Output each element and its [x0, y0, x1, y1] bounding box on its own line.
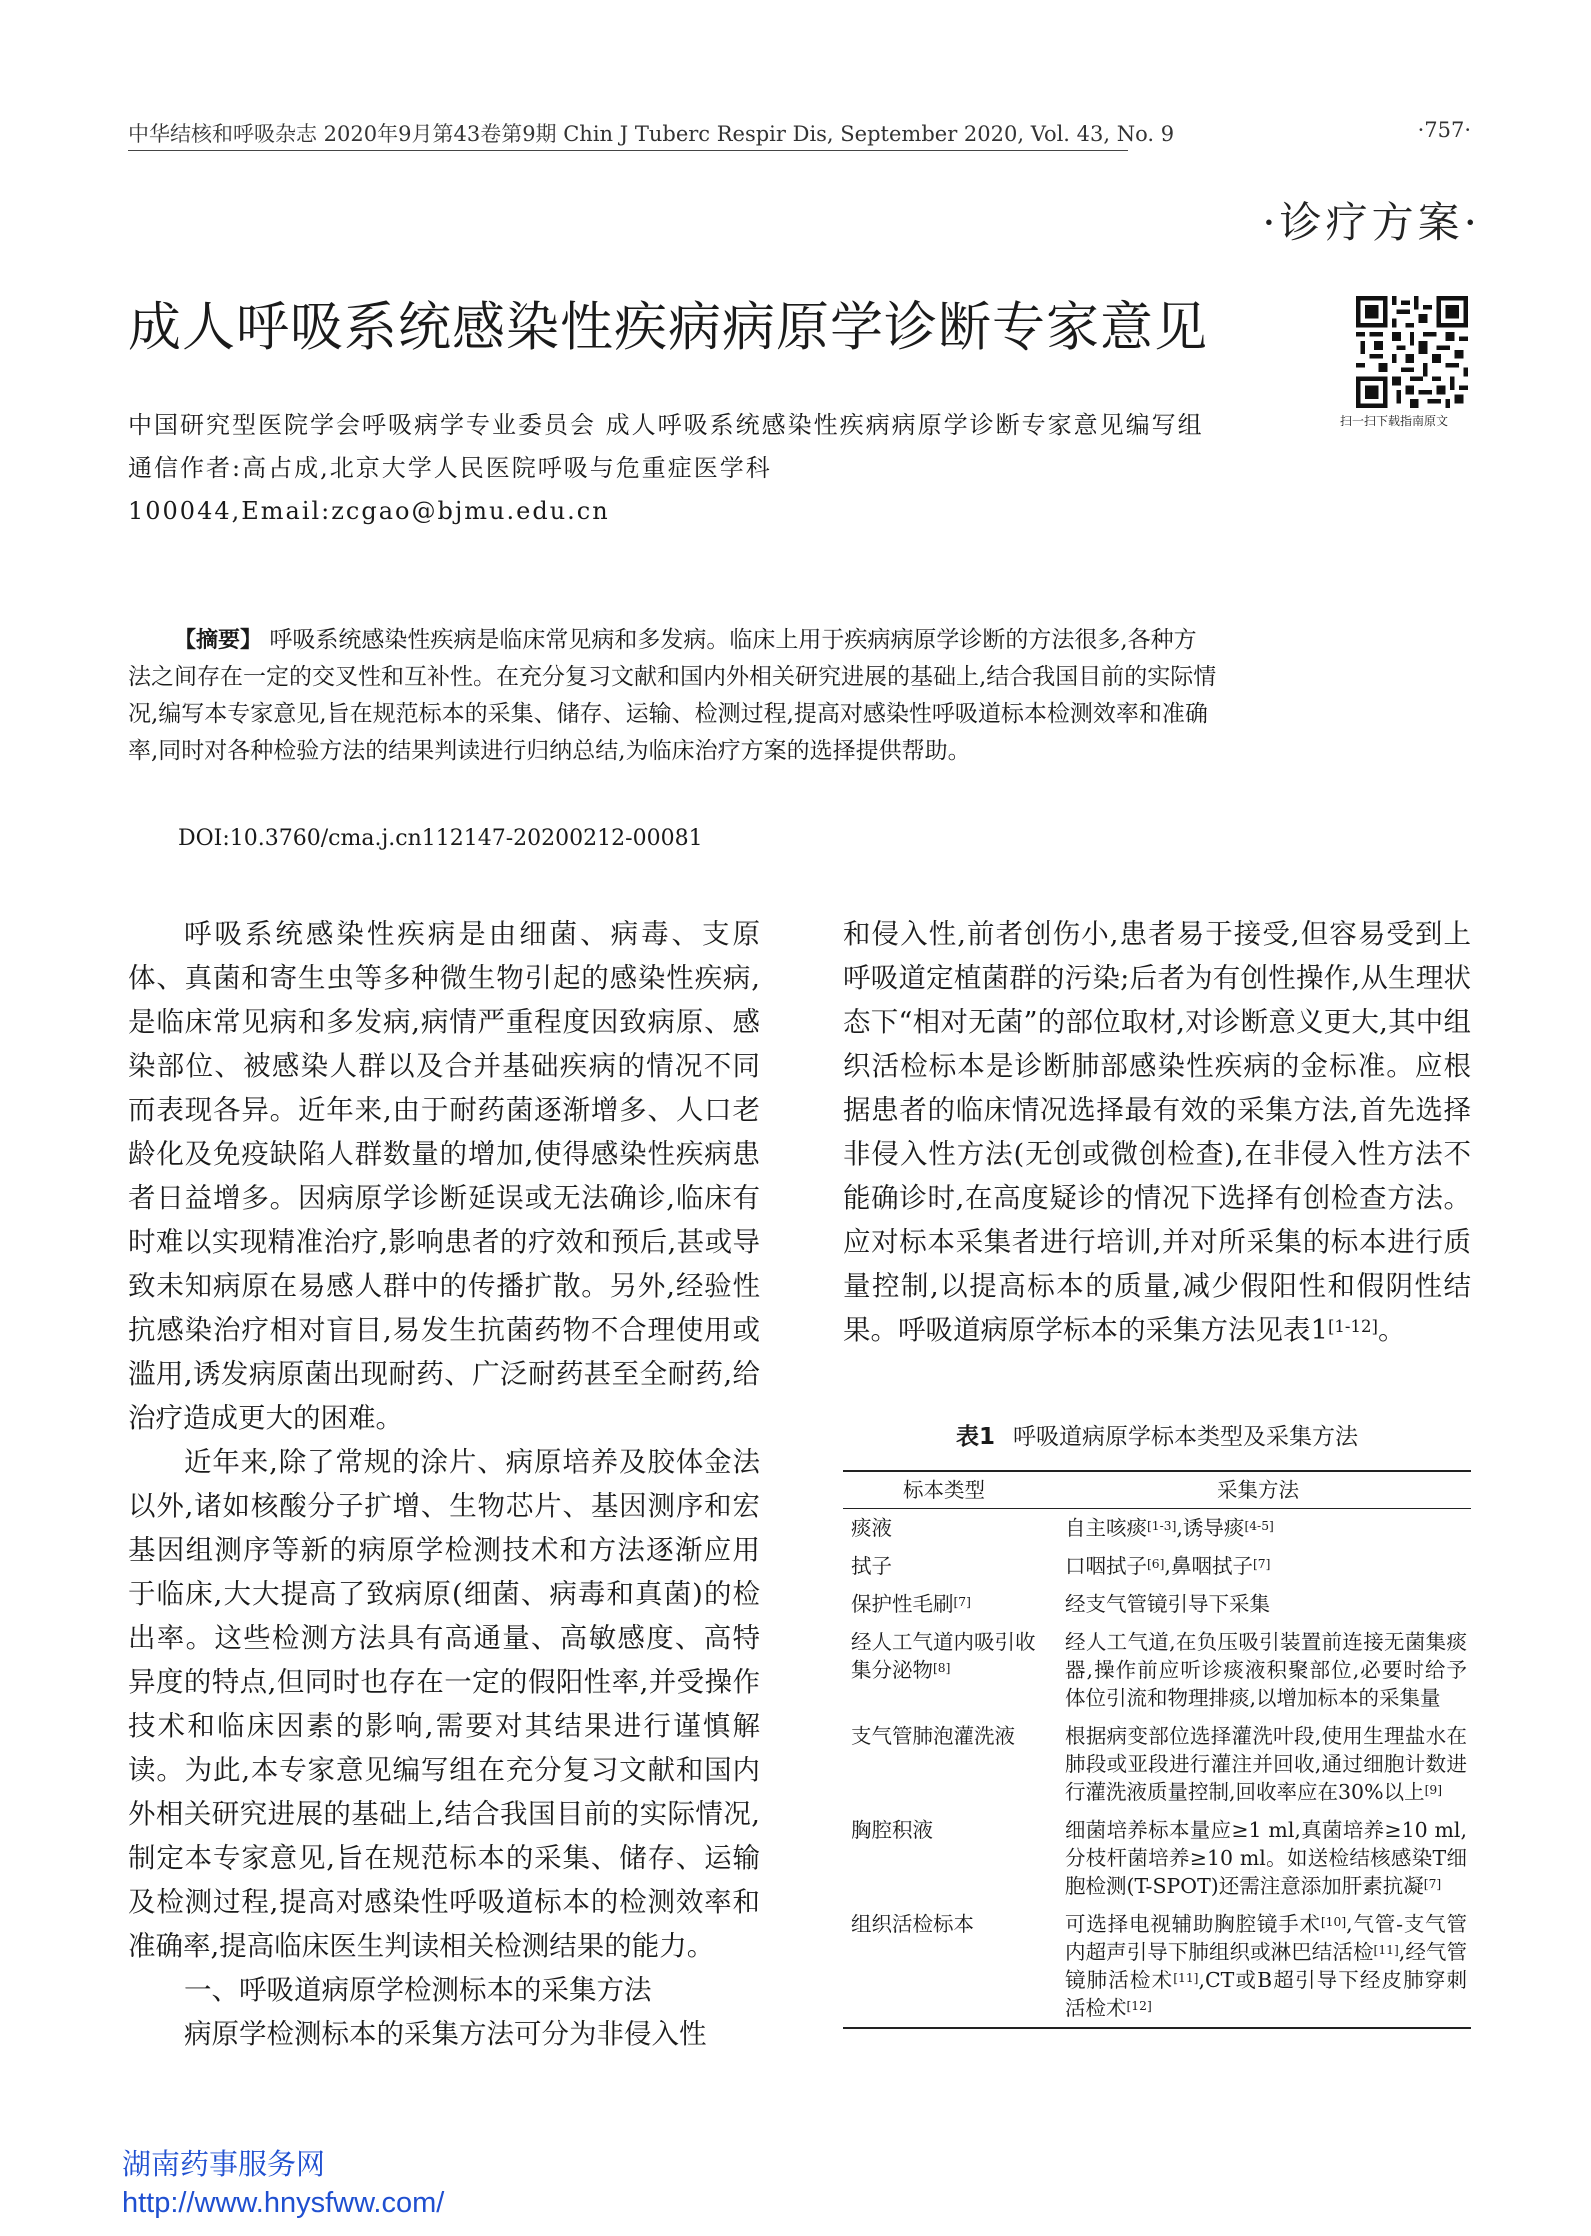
body-paragraph: 和侵入性,前者创伤小,患者易于接受,但容易受到上呼吸道定植菌群的污染;后者为有创性操作,从生理状态下“相对无菌”的部位取材,对诊断意义更大,其中组织活检标本是诊断肺部感染性疾病的金标准。应根据患者的临床情况选择最有效的采集方法,首先选择非侵入性方法(无创或微创检查),在非侵入性方法不能确诊时,在高度疑诊的情况下选择有创检查方法。应对标本采集者进行培训,并对所采集的标本进行质量控制,以提高标本的质量,减少假阳性和假阴性结果。呼吸道病原学标本的采集方法见表1[1-12]。: [843, 918, 1471, 1346]
table-row: 支气管肺泡灌洗液 根据病变部位选择灌洗叶段,使用生理盐水在肺段或亚段进行灌注并回收,通过细胞计数进行灌洗液质量控制,回收率应在30%以上[9]: [851, 1724, 1467, 1804]
page-number: ·757·: [1417, 118, 1471, 142]
doi[interactable]: DOI:10.3760/cma.j.cn112147-20200212-00081: [178, 826, 703, 851]
abstract: [128, 622, 1218, 770]
citation[interactable]: [11]: [1373, 1942, 1399, 1957]
abstract-text: 呼吸系统感染性疾病是临床常见病和多发病。临床上用于疾病病原学诊断的方法很多,各种方法之间存在一定的交叉性和互补性。在充分复习文献和国内外相关研究进展的基础上,结合我国目前的实际情况,编写本专家意见,旨在规范标本的采集、储存、运输、检测过程,提高对感染性呼吸道标本检测效率和准确率,同时对各种检验方法的结果判读进行归纳总结,为临床治疗方案的选择提供帮助。: [128, 627, 1217, 764]
citation[interactable]: [1-12]: [1328, 1316, 1378, 1336]
citation[interactable]: [4-5]: [1244, 1518, 1274, 1533]
section-heading: 一、呼吸道病原学检测标本的采集方法: [184, 1974, 652, 2006]
author-group: 中国研究型医院学会呼吸病学专业委员会 成人呼吸系统感染性疾病病原学诊断专家意见编写组: [128, 411, 1204, 439]
header-rule: [128, 150, 1128, 151]
journal-header: 中华结核和呼吸杂志 2020年9月第43卷第9期 Chin J Tuberc Respir Dis, September 2020, Vol. 43, No. 9: [128, 122, 1175, 146]
table-row: 经人工气道内吸引收集分泌物[8] 经人工气道,在负压吸引装置前连接无菌集痰器,操作前应听诊痰液积聚部位,必要时给予体位引流和物理排痰,以增加标本的采集量: [851, 1630, 1467, 1710]
body-paragraph: 病原学检测标本的采集方法可分为非侵入性: [184, 2018, 707, 2050]
citation[interactable]: [7]: [1252, 1556, 1271, 1571]
citation[interactable]: [12]: [1126, 1998, 1152, 2013]
table-label: 表1: [955, 1424, 995, 1450]
body-right-column: [843, 912, 1471, 1352]
site-watermark[interactable]: [122, 2146, 444, 2222]
table-row: 组织活检标本 可选择电视辅助胸腔镜手术[10],气管-支气管内超声引导下肺组织或淋巴结活检[11],经气管镜肺活检术[11],CT或B超引导下经皮肺穿刺活检术[12]: [843, 1905, 1471, 2028]
citation[interactable]: [1-3]: [1147, 1518, 1177, 1533]
citation[interactable]: [7]: [953, 1594, 971, 1609]
citation[interactable]: [6]: [1147, 1556, 1165, 1571]
body-paragraph: 近年来,除了常规的涂片、病原培养及胶体金法以外,诸如核酸分子扩增、生物芯片、基因测序和宏基因组测序等新的病原学检测技术和方法逐渐应用于临床,大大提高了致病原(细菌、病毒和真菌)的检出率。这些检测方法具有高通量、高敏感度、高特异度的特点,但同时也存在一定的假阳性率,并受操作技术和临床因素的影响,需要对其结果进行谨慎解读。为此,本专家意见编写组在充分复习文献和国内外相关研究进展的基础上,结合我国目前的实际情况,制定本专家意见,旨在规范标本的采集、储存、运输及检测过程,提高对感染性呼吸道标本的检测效率和准确率,提高临床医生判读相关检测结果的能力。: [128, 1446, 760, 1962]
citation[interactable]: [8]: [933, 1660, 951, 1675]
correspondence: 通信作者:高占成,北京大学人民医院呼吸与危重症医学科 100044,Email:zcgao@bjmu.edu.cn: [128, 454, 772, 525]
qr-code-icon[interactable]: [1356, 296, 1468, 408]
table-row: 拭子 口咽拭子[6],鼻咽拭子[7]: [851, 1554, 1271, 1578]
citation[interactable]: [9]: [1424, 1782, 1443, 1797]
table-row: 胸腔积液 细菌培养标本量应≥1 ml,真菌培养≥10 ml,分枝杆菌培养≥10 ml。如送检结核感染T细胞检测(T-SPOT)还需注意添加肝素抗凝[7]: [851, 1818, 1467, 1898]
table-title: 表1 呼吸道病原学标本类型及采集方法: [955, 1424, 1358, 1450]
specimen-table: [843, 1470, 1471, 2029]
table-row: 保护性毛刷[7] 经支气管镜引导下采集: [851, 1592, 1270, 1616]
article-title: 成人呼吸系统感染性疾病病原学诊断专家意见: [128, 297, 1208, 358]
citation[interactable]: [10]: [1320, 1914, 1347, 1929]
section-tag: ·诊疗方案·: [1262, 198, 1481, 247]
author-block: [128, 404, 1218, 533]
table-header-method: 采集方法: [1045, 1471, 1471, 1509]
table-row: 痰液 自主咳痰[1-3],诱导痰[4-5]: [851, 1516, 1274, 1540]
qr-caption: 扫一扫下载指南原文: [1340, 414, 1449, 428]
citation[interactable]: [7]: [1423, 1876, 1442, 1891]
site-url[interactable]: http://www.hnysfww.com/: [122, 2187, 445, 2219]
citation[interactable]: [11]: [1173, 1970, 1199, 1985]
table-header-type: 标本类型: [843, 1471, 1045, 1509]
abstract-label: 【摘要】: [174, 628, 263, 653]
body-left-column: [128, 912, 760, 2056]
site-name: 湖南药事服务网: [122, 2149, 326, 2181]
body-paragraph: 呼吸系统感染性疾病是由细菌、病毒、支原体、真菌和寄生虫等多种微生物引起的感染性疾病,是临床常见病和多发病,病情严重程度因致病原、感染部位、被感染人群以及合并基础疾病的情况不同而表现各异。近年来,由于耐药菌逐渐增多、人口老龄化及免疫缺陷人群数量的增加,使得感染性疾病患者日益增多。因病原学诊断延误或无法确诊,临床有时难以实现精准治疗,影响患者的疗效和预后,甚或导致未知病原在易感人群中的传播扩散。另外,经验性抗感染治疗相对盲目,易发生抗菌药物不合理使用或滥用,诱发病原菌出现耐药、广泛耐药甚至全耐药,给治疗造成更大的困难。: [128, 918, 760, 1434]
